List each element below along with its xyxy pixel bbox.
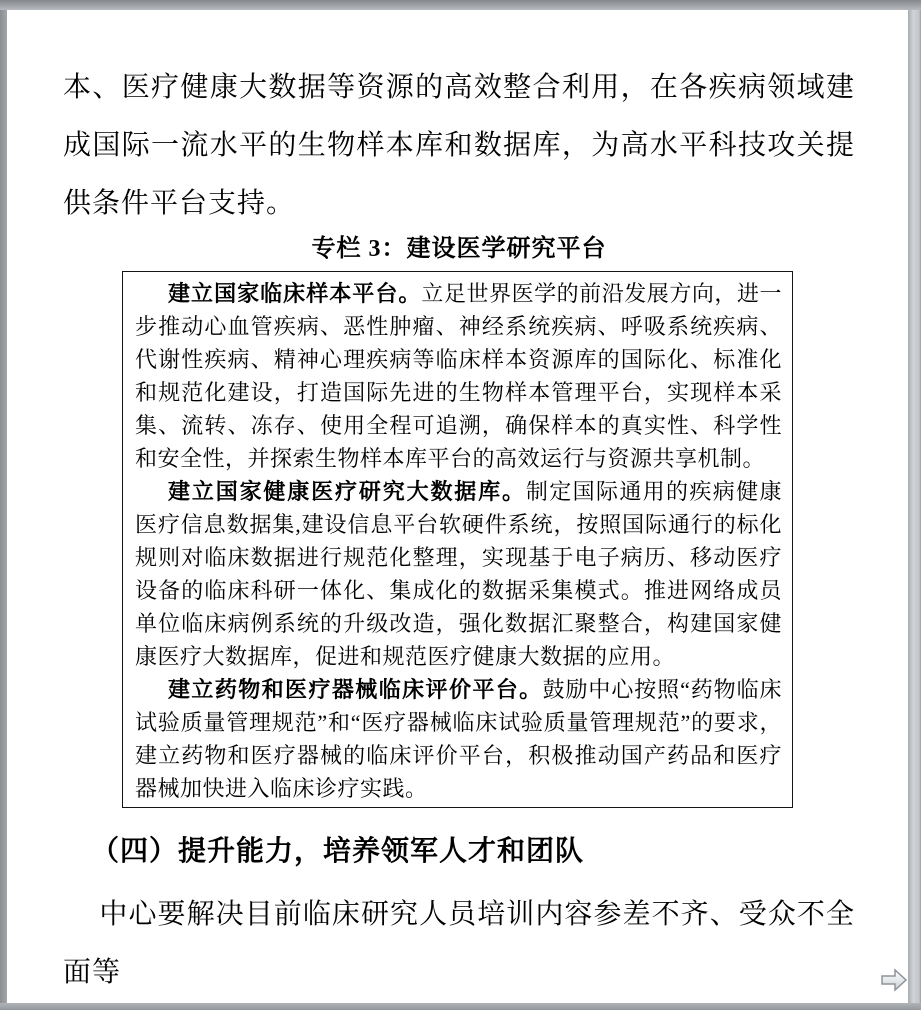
- next-page-arrow-icon[interactable]: [879, 966, 909, 994]
- box-paragraph-lead: 建立国家临床样本平台。: [168, 281, 422, 306]
- window-right-edge: [908, 0, 921, 1010]
- document-page: [7, 10, 908, 1003]
- callout-box: [122, 271, 793, 808]
- box-paragraph-sample-platform: [135, 277, 782, 475]
- window-bottom-edge: [0, 1003, 921, 1010]
- window-left-edge: [0, 0, 7, 1010]
- box-paragraph-body: 鼓励中心按照“药物临床试验质量管理规范”和“医疗器械临床试验质量管理规范”的要求，建立药物和医疗器械的临床评价平台，积极推动国产药品和医疗器械加快进入临床诊疗实践。: [135, 677, 782, 801]
- section-first-line: 中心要解决目前临床研究人员培训内容参差不齐、受众不全面等: [63, 899, 855, 988]
- window-top-edge: [0, 0, 921, 10]
- box-paragraph-evaluation-platform: [135, 673, 782, 805]
- box-paragraph-big-data: [135, 475, 782, 673]
- box-paragraph-lead: 建立国家健康医疗研究大数据库。: [168, 479, 526, 504]
- intro-paragraph: 本、医疗健康大数据等资源的高效整合利用，在各疾病领域建成国际一流水平的生物样本库和数据库，为高水平科技攻关提供条件平台支持。: [63, 72, 855, 219]
- callout-box-title: 专栏 3：建设医学研究平台: [311, 236, 607, 262]
- box-paragraph-body: 制定国际通用的疾病健康医疗信息数据集,建设信息平台软硬件系统，按照国际通行的标化规则对临床数据进行规范化整理，实现基于电子病历、移动医疗设备的临床科研一体化、集成化的数据采集模式。推进网络成员单位临床病例系统的升级改造，强化数据汇聚整合，构建国家健康医疗大数据库，促进和规范医疗健康大数据的应用。: [135, 479, 782, 669]
- section-heading: （四）提升能力，培养领军人才和团队: [91, 836, 585, 867]
- box-paragraph-body: 立足世界医学的前沿发展方向，进一步推动心血管疾病、恶性肿瘤、神经系统疾病、呼吸系统疾病、代谢性疾病、精神心理疾病等临床样本资源库的国际化、标准化和规范化建设，打造国际先进的生物样本管理平台，实现样本采集、流转、冻存、使用全程可追溯，确保样本的真实性、科学性和安全性，并探索生物样本库平台的高效运行与资源共享机制。: [135, 281, 782, 471]
- box-paragraph-lead: 建立药物和医疗器械临床评价平台。: [168, 677, 543, 702]
